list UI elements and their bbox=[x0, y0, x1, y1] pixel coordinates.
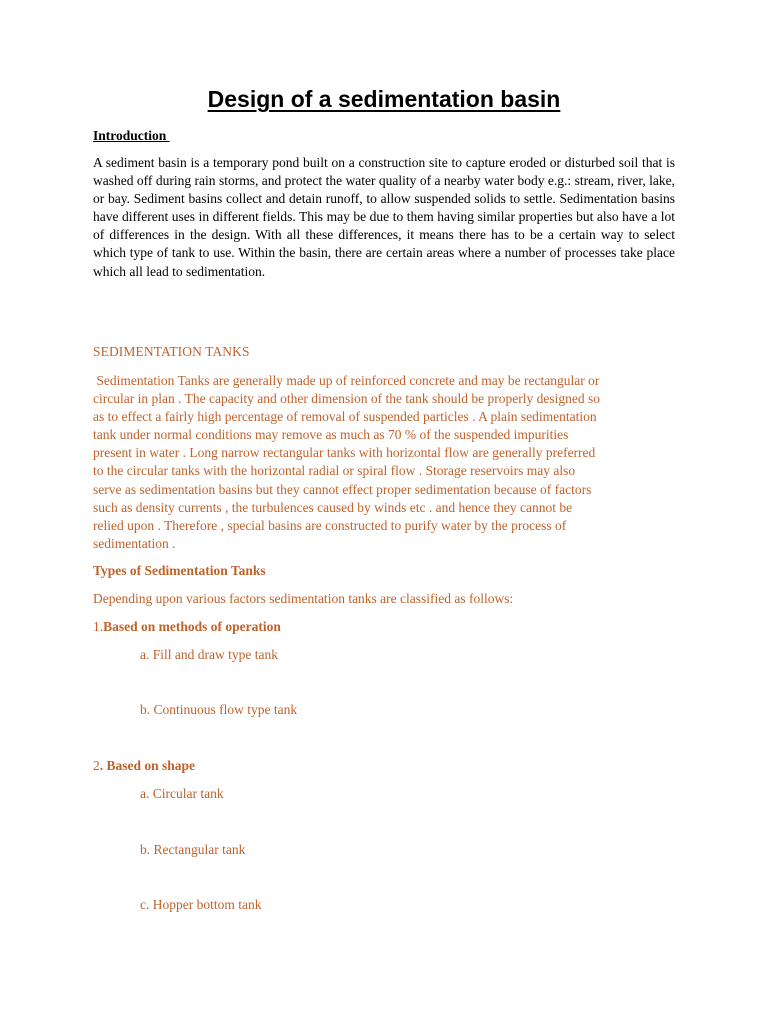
list-item: b. Rectangular tank bbox=[140, 842, 246, 857]
types-heading: Types of Sedimentation Tanks bbox=[93, 563, 266, 578]
paragraph-line: relied upon . Therefore , special basins are constructed to purify water by the process of bbox=[93, 517, 567, 533]
introduction-paragraph: A sediment basin is a temporary pond built on a construction site to capture eroded or disturbed soil that is washed off during rain storms, and protect the water quality of a nearby water body e.g.: stream, river, lake, or bay. Sediment basins collect and detain runoff, to allow suspended solids to settle. Sedimentation basins have different uses in different fields. This may be due to them having similar properties but also have a lot of differences in the design. With all these differences, it means there has to be a certain way to select which type of tank to use. Within the basin, there are certain areas where a number of processes take place which all lead to sedimentation. bbox=[93, 155, 675, 279]
category-number: 2 bbox=[93, 758, 100, 773]
types-intro: Depending upon various factors sedimentation tanks are classified as follows: bbox=[93, 591, 514, 606]
list-item: b. Continuous flow type tank bbox=[140, 702, 298, 717]
category-label: . Based on shape bbox=[99, 758, 196, 773]
paragraph-line: to the circular tanks with the horizontal radial or spiral flow . Storage reservoirs may also bbox=[93, 463, 576, 479]
paragraph-line: serve as sedimentation basins but they cannot effect proper sedimentation because of factors bbox=[93, 481, 592, 497]
paragraph-line: as to effect a fairly high percentage of removal of suspended particles . A plain sedimentation bbox=[93, 409, 597, 425]
paragraph-line: circular in plan . The capacity and other dimension of the tank should be properly designed so bbox=[93, 391, 600, 407]
list-item: a. Fill and draw type tank bbox=[140, 647, 278, 662]
category-operation bbox=[93, 619, 281, 635]
paragraph-line: Sedimentation Tanks are generally made up of reinforced concrete and may be rectangular or bbox=[93, 373, 600, 388]
category-label: Based on methods of operation bbox=[103, 619, 281, 634]
introduction-heading: Introduction bbox=[93, 128, 170, 143]
paragraph-line: tank under normal conditions may remove as much as 70 % of the suspended impurities bbox=[93, 427, 569, 443]
sedimentation-tanks-heading: SEDIMENTATION TANKS bbox=[93, 344, 250, 359]
list-item: c. Hopper bottom tank bbox=[140, 897, 262, 912]
paragraph-line: present in water . Long narrow rectangular tanks with horizontal flow are generally preferred bbox=[93, 445, 596, 461]
list-item: a. Circular tank bbox=[140, 786, 224, 801]
sedimentation-tanks-paragraph bbox=[93, 372, 677, 553]
document-title: Design of a sedimentation basin bbox=[207, 86, 561, 112]
category-shape bbox=[93, 758, 195, 774]
paragraph-line: sedimentation . bbox=[93, 535, 176, 551]
category-number: 1. bbox=[93, 619, 104, 634]
paragraph-line: such as density currents , the turbulences caused by winds etc . and hence they cannot be bbox=[93, 499, 573, 515]
